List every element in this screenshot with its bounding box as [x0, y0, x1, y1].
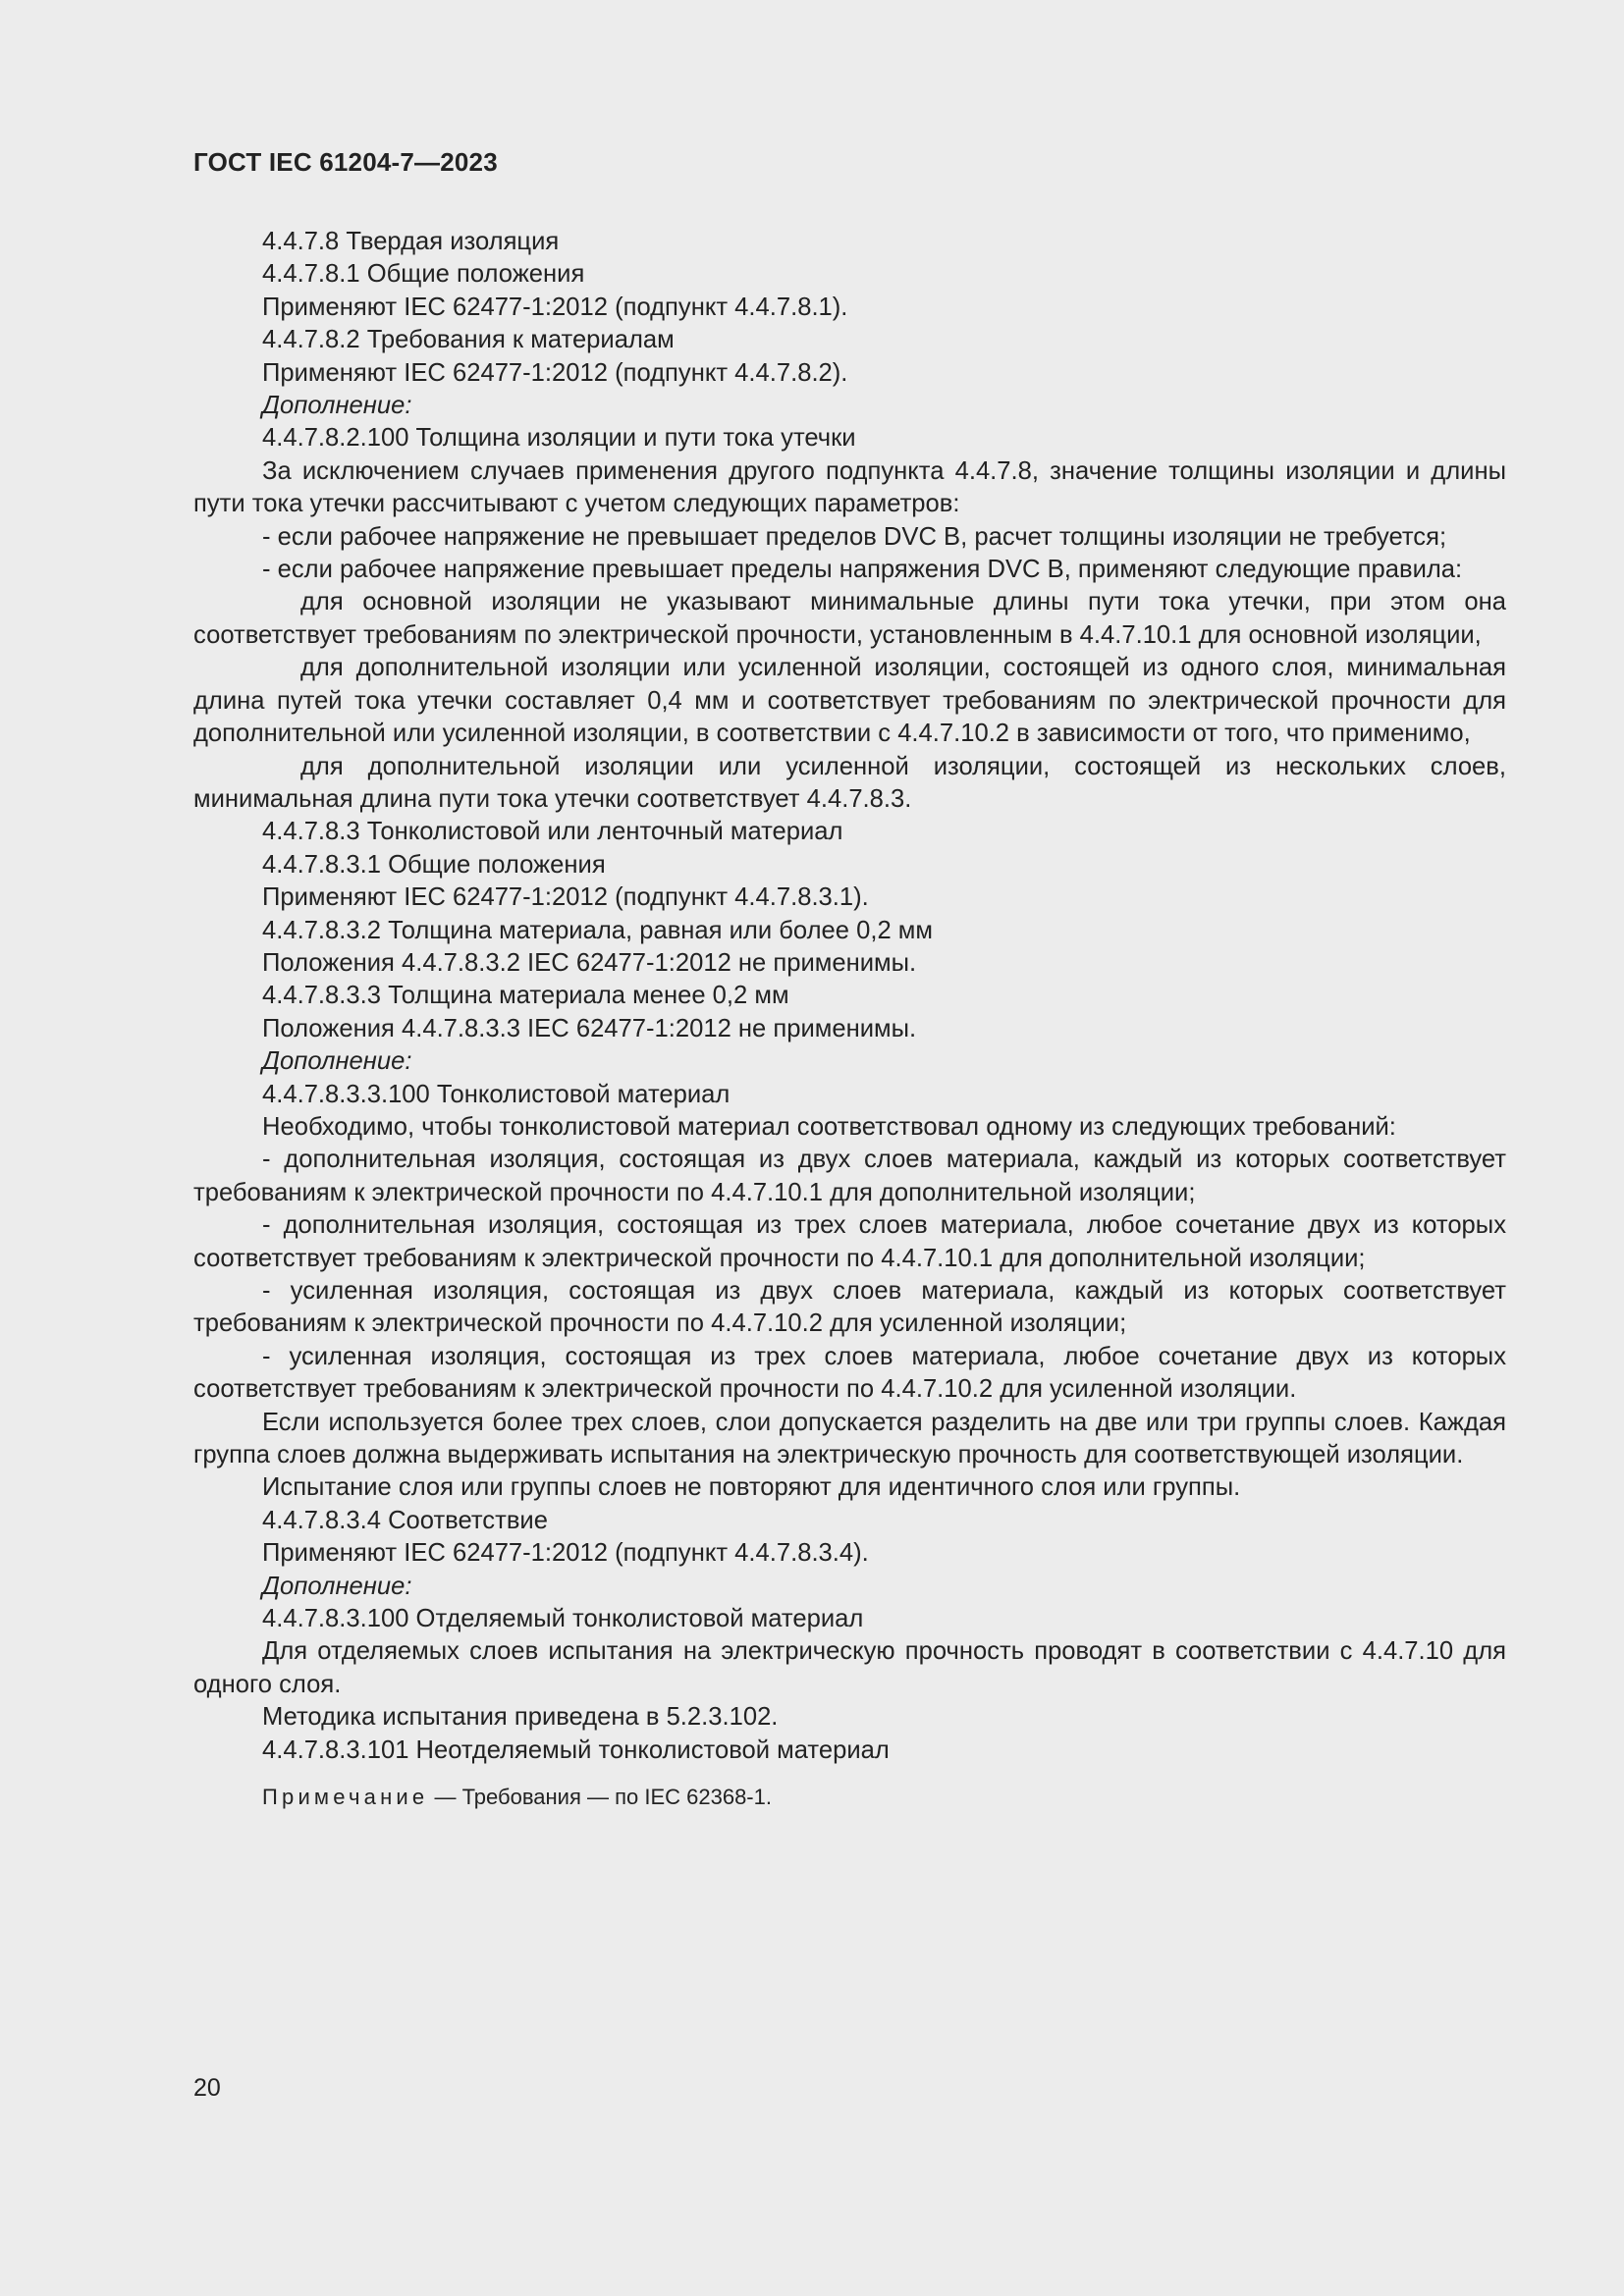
paragraph: Если используется более трех слоев, слои допускается разделить на две или три группы слоев. Каждая группа слоев должна выдерживать испытания на электрическую прочность для соответствующей изоляции. [193, 1408, 1506, 1469]
paragraph: 4.4.7.8.3.3.100 Тонколистовой материал [262, 1080, 731, 1108]
paragraph: За исключением случаев применения другого подпункта 4.4.7.8, значение толщины изоляции и длины пути тока утечки рассчитывают с учетом следующих параметров: [193, 456, 1506, 518]
paragraph: Методика испытания приведена в 5.2.3.102. [262, 1703, 779, 1732]
paragraph: 4.4.7.8.3 Тонколистовой или ленточный материал [262, 818, 843, 846]
paragraph: 4.4.7.8.3.2 Толщина материала, равная или более 0,2 мм [262, 916, 933, 944]
paragraph: Применяют IEC 62477-1:2012 (подпункт 4.4.7.8.1). [262, 293, 848, 321]
paragraph: 4.4.7.8.2.100 Толщина изоляции и пути тока утечки [262, 424, 856, 453]
paragraph: - усиленная изоляция, состоящая из двух слоев материала, каждый из которых соответствует требованиям к электрической прочности по 4.4.7.10.2 для усиленной изоляции; [193, 1277, 1506, 1338]
paragraph: 4.4.7.8.1 Общие положения [262, 260, 585, 289]
paragraph: Применяют IEC 62477-1:2012 (подпункт 4.4.7.8.2). [262, 358, 848, 387]
paragraph: для дополнительной изоляции или усиленной изоляции, состоящей из одного слоя, минимальная длина путей тока утечки составляет 0,4 мм и соответствует требованиям по электрической прочности для дополнительной или усиленной изоляции, в соответствии с 4.4.7.10.2 в зависимости от того, что применимо, [193, 654, 1506, 748]
note-label: Примечание [262, 1785, 429, 1810]
paragraph: 4.4.7.8.3.100 Отделяемый тонколистовой материал [262, 1605, 864, 1633]
document-header: ГОСТ IEC 61204-7—2023 [193, 147, 498, 177]
paragraph: 4.4.7.8.3.4 Соответствие [262, 1506, 548, 1534]
paragraph: Применяют IEC 62477-1:2012 (подпункт 4.4.7.8.3.4). [262, 1539, 869, 1568]
paragraph: 4.4.7.8.3.1 Общие положения [262, 850, 606, 879]
paragraph: - дополнительная изоляция, состоящая из двух слоев материала, каждый из которых соответствует требованиям к электрической прочности по 4.4.7.10.1 для дополнительной изоляции; [193, 1146, 1506, 1206]
paragraph: Необходимо, чтобы тонколистовой материал соответствовал одному из следующих требований: [262, 1112, 1396, 1141]
paragraph: 4.4.7.8 Твердая изоляция [262, 228, 560, 255]
paragraph: Положения 4.4.7.8.3.3 IEC 62477-1:2012 не применимы. [262, 1014, 917, 1042]
paragraph: - если рабочее напряжение не превышает пределов DVC B, расчет толщины изоляции не требуется; [262, 522, 1447, 551]
paragraph: Испытание слоя или группы слоев не повторяют для идентичного слоя или группы. [262, 1473, 1241, 1502]
note-text: — Требования — по IEC 62368-1. [428, 1785, 772, 1810]
paragraph: - дополнительная изоляция, состоящая из трех слоев материала, любое сочетание двух из которых соответствует требованиям к электрической прочности по 4.4.7.10.1 для дополнительной изоляции; [193, 1211, 1506, 1272]
paragraph: 4.4.7.8.2 Требования к материалам [262, 326, 675, 354]
paragraph: Дополнение: [262, 392, 412, 420]
paragraph: Дополнение: [262, 1047, 412, 1076]
page-number: 20 [193, 2074, 221, 2102]
document-body [193, 226, 1506, 1814]
paragraph: Для отделяемых слоев испытания на электрическую прочность проводят в соответствии с 4.4.7.10 для одного слоя. [193, 1637, 1506, 1698]
paragraph: для дополнительной изоляции или усиленной изоляции, состоящей из нескольких слоев, минимальная длина пути тока утечки соответствует 4.4.7.8.3. [193, 752, 1506, 813]
paragraph: Дополнение: [262, 1572, 412, 1600]
paragraph: Применяют IEC 62477-1:2012 (подпункт 4.4.7.8.3.1). [262, 883, 869, 912]
paragraph: - если рабочее напряжение превышает пределы напряжения DVC B, применяют следующие правила: [262, 556, 1463, 584]
paragraph: Положения 4.4.7.8.3.2 IEC 62477-1:2012 не применимы. [262, 948, 917, 977]
paragraph: - усиленная изоляция, состоящая из трех слоев материала, любое сочетание двух из которых соответствует требованиям к электрической прочности по 4.4.7.10.2 для усиленной изоляции. [193, 1342, 1506, 1404]
paragraph: для основной изоляции не указывают минимальные длины пути тока утечки, при этом она соответствует требованиям по электрической прочности, установленным в 4.4.7.10.1 для основной изоляции, [193, 588, 1506, 649]
paragraph: 4.4.7.8.3.3 Толщина материала менее 0,2 мм [262, 982, 789, 1010]
paragraph: 4.4.7.8.3.101 Неотделяемый тонколистовой материал [262, 1735, 890, 1764]
note [193, 1781, 1506, 1813]
